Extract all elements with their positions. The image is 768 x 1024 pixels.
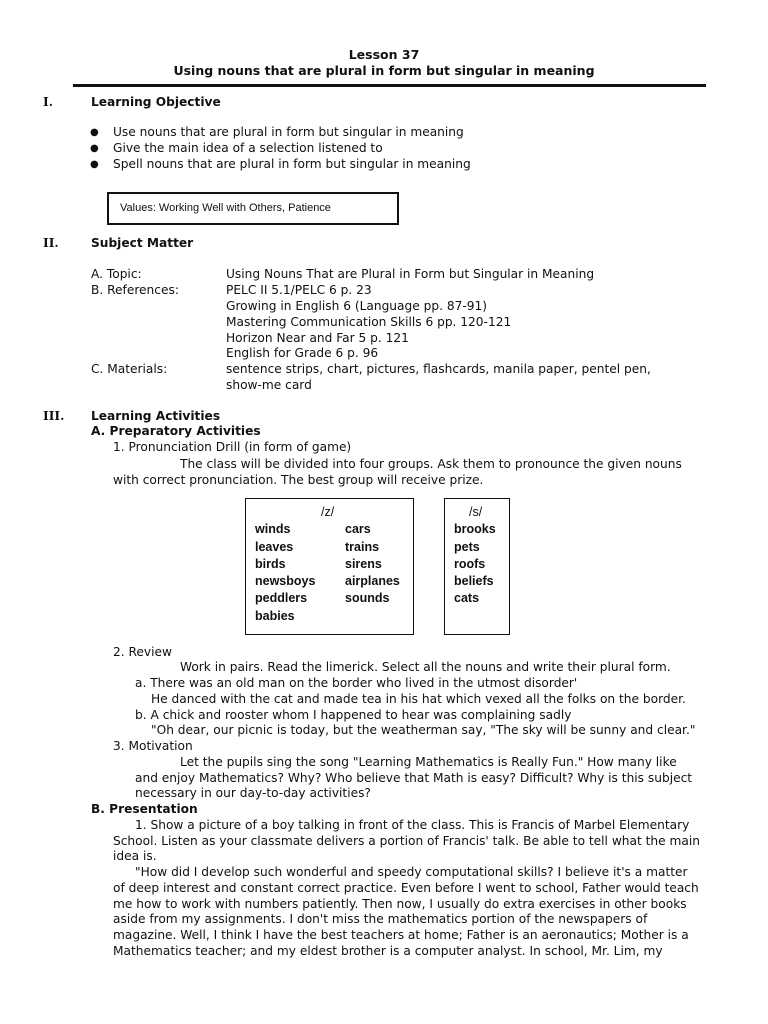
drill-text: with correct pronunciation. The best group will receive prize.	[113, 473, 484, 487]
lesson-title: Using nouns that are plural in form but singular in meaning	[173, 63, 595, 78]
section-2-heading: Subject Matter	[91, 236, 194, 250]
word-item: brooks	[454, 522, 496, 536]
word-item: airplanes	[345, 574, 400, 588]
story-line: magazine. Well, I think I have the best teachers at home; Father is an aeronautics; Mother is a	[113, 928, 689, 942]
references-label: B. References:	[91, 283, 179, 297]
motivation-title: 3. Motivation	[113, 739, 193, 753]
word-item: cars	[345, 522, 371, 536]
review-instruction: Work in pairs. Read the limerick. Select all the nouns and write their plural form.	[180, 660, 671, 674]
lesson-number: Lesson 37	[348, 47, 420, 62]
word-item: roofs	[454, 557, 486, 571]
story-line: of deep interest and constant correct practice. Even before I went to school, Father would teach	[113, 881, 699, 895]
word-item: babies	[255, 609, 295, 623]
z-sound-box	[245, 498, 414, 635]
s-sound-heading: /s/	[469, 505, 483, 519]
section-3-number: III.	[43, 409, 65, 423]
limerick-line: He danced with the cat and made tea in his hat which vexed all the folks on the border.	[151, 692, 686, 706]
subsection-a-heading: A. Preparatory Activities	[91, 424, 261, 438]
motivation-text: Let the pupils sing the song "Learning Mathematics is Really Fun." How many like	[180, 755, 677, 769]
materials-line: sentence strips, chart, pictures, flashcards, manila paper, pentel pen,	[226, 362, 651, 376]
story-line: aside from my assignments. I don't miss the mathematics portion of the newspapers of	[113, 912, 648, 926]
z-sound-heading: /z/	[321, 505, 335, 519]
limerick-line: "Oh dear, our picnic is today, but the weatherman say, "The sky will be sunny and clear."	[151, 723, 696, 737]
word-item: newsboys	[255, 574, 316, 588]
subsection-b-heading: B. Presentation	[91, 802, 198, 816]
motivation-text: and enjoy Mathematics? Why? Who believe that Math is easy? Difficult? Why is this subject	[135, 771, 693, 785]
drill-title: 1. Pronunciation Drill (in form of game)	[113, 440, 352, 454]
values-text: Values: Working Well with Others, Patience	[120, 202, 331, 214]
bullet-icon: ●	[90, 127, 99, 138]
review-title: 2. Review	[113, 645, 172, 659]
presentation-text: idea is.	[113, 849, 157, 863]
word-item: sounds	[345, 591, 390, 605]
presentation-text: 1. Show a picture of a boy talking in front of the class. This is Francis of Marbel Elementary	[135, 818, 690, 832]
word-item: trains	[345, 540, 380, 554]
word-item: sirens	[345, 557, 382, 571]
section-2-number: II.	[43, 236, 59, 250]
section-3-heading: Learning Activities	[91, 409, 221, 423]
motivation-text: necessary in our day-to-day activities?	[135, 786, 371, 800]
word-item: birds	[255, 557, 286, 571]
word-item: pets	[454, 540, 480, 554]
word-item: leaves	[255, 540, 294, 554]
materials-label: C. Materials:	[91, 362, 168, 376]
materials-line: show-me card	[226, 378, 312, 392]
limerick-line: a. There was an old man on the border who lived in the utmost disorder'	[135, 676, 578, 690]
reference-item: Growing in English 6 (Language pp. 87-91)	[226, 299, 487, 313]
story-line: me how to work with numbers patiently. Then now, I usually do extra exercises in other books	[113, 897, 687, 911]
reference-item: Horizon Near and Far 5 p. 121	[226, 331, 409, 345]
topic-label: A. Topic:	[91, 267, 142, 281]
word-item: winds	[255, 522, 291, 536]
drill-text: The class will be divided into four groups. Ask them to pronounce the given nouns	[180, 457, 682, 471]
reference-item: English for Grade 6 p. 96	[226, 346, 379, 360]
objective-item: Use nouns that are plural in form but singular in meaning	[113, 125, 464, 139]
word-item: beliefs	[454, 574, 494, 588]
section-1-heading: Learning Objective	[91, 95, 221, 109]
topic-value: Using Nouns That are Plural in Form but Singular in Meaning	[226, 267, 595, 281]
header-divider	[73, 84, 706, 87]
bullet-icon: ●	[90, 159, 99, 170]
story-line: Mathematics teacher; and my eldest brother is a computer analyst. In school, Mr. Lim, my	[113, 944, 663, 958]
word-item: cats	[454, 591, 480, 605]
section-1-number: I.	[43, 95, 53, 109]
story-line: "How did I develop such wonderful and speedy computational skills? I believe it's a matter	[135, 865, 688, 879]
word-item: peddlers	[255, 591, 308, 605]
objective-item: Give the main idea of a selection listened to	[113, 141, 383, 155]
objective-item: Spell nouns that are plural in form but singular in meaning	[113, 157, 471, 171]
reference-item: PELC II 5.1/PELC 6 p. 23	[226, 283, 372, 297]
limerick-line: b. A chick and rooster whom I happened to hear was complaining sadly	[135, 708, 572, 722]
s-sound-box	[444, 498, 510, 635]
bullet-icon: ●	[90, 143, 99, 154]
reference-item: Mastering Communication Skills 6 pp. 120-121	[226, 315, 512, 329]
presentation-text: School. Listen as your classmate delivers a portion of Francis' talk. Be able to tell what the main	[113, 834, 700, 848]
values-box	[107, 192, 399, 225]
